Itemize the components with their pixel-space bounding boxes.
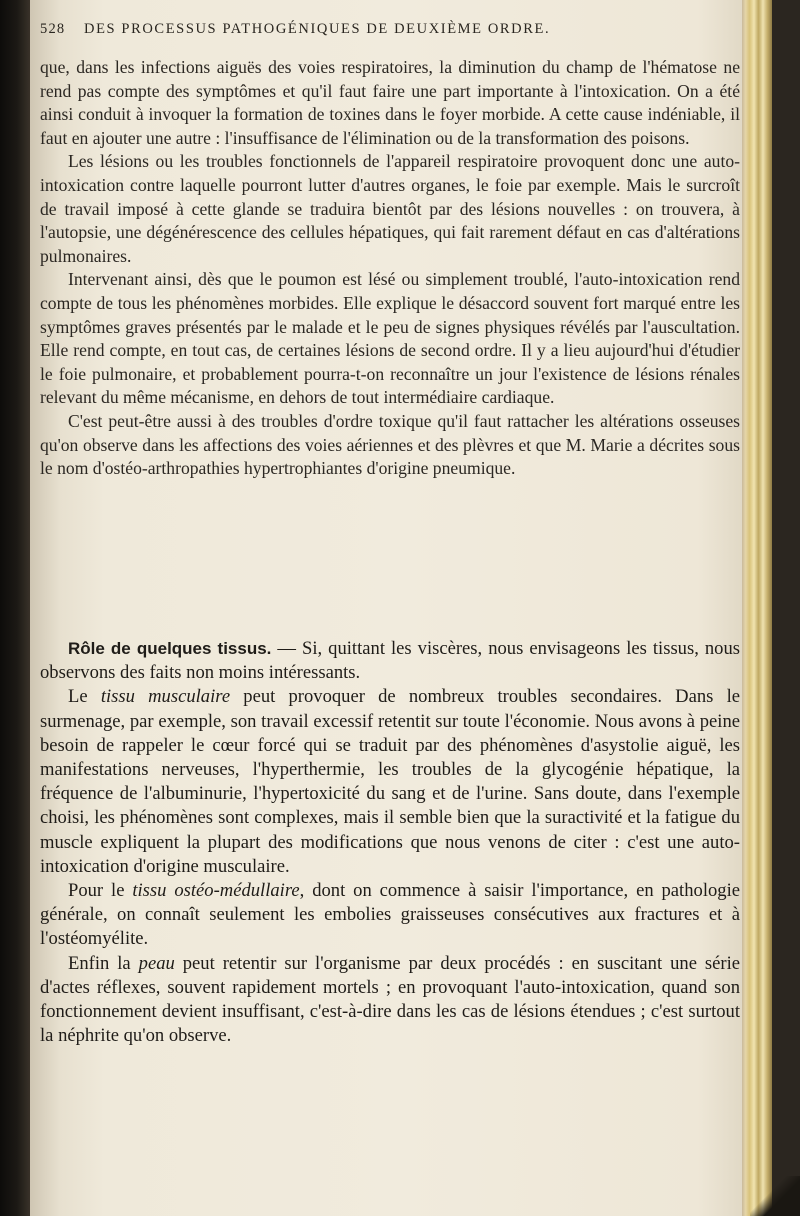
text-run: Le (68, 686, 101, 708)
page-number: 528 (40, 21, 66, 37)
text-run: , dont on commence à saisir l'importance, en pathologie générale, on connaît seulement les embolies graisseuses consécutives aux fractures et à l'ostéomyélite. (40, 880, 741, 950)
running-title: DES PROCESSUS PATHOGÉNIQUES DE DEUXIÈME ORDRE. (84, 21, 551, 37)
text-run: Enfin la (68, 952, 139, 974)
text-run: peut retentir sur l'organisme par deux procédés : en suscitant une série d'actes réflexes, souvent rapidement mortels ; en provoquant l'auto-intoxication, quand son fonctionnement devient insuffisant, c'est-à-dire dans les cas de lésions étendues ; c'est surtout la néphrite qu'on observe. (40, 952, 740, 1047)
book-page (30, 0, 772, 1216)
page-corner-shadow (750, 1176, 800, 1216)
section-paragraph (40, 637, 740, 685)
paragraph-4: C'est peut-être aussi à des troubles d'ordre toxique qu'il faut rattacher les altérations osseuses qu'on observe dans les affections des voies aériennes et des plèvres et que M. Marie a décrites sous le nom d'ostéo-arthropathies hypertrophiantes d'origine pneumique. (40, 410, 740, 479)
paragraph-1: que, dans les infections aiguës des voies respiratoires, la diminution du champ de l'hématose ne rend pas compte des symptômes et qu'il faut faire une part importante à l'intoxication. On a été ainsi conduit à invoquer la formation de toxines dans le foyer morbide. A cette cause indéniable, il faut en ajouter une autre : l'insuffisance de l'élimination ou de la transformation des poisons. (40, 57, 740, 148)
emphasis-tissu-musculaire: tissu musculaire (100, 686, 231, 708)
paragraph-bone (40, 879, 740, 952)
running-head (40, 21, 752, 43)
emphasis-peau: peau (138, 952, 175, 974)
paragraph-2: Les lésions ou les troubles fonctionnels de l'appareil respiratoire provoquent donc une auto-intoxication contre laquelle pourront lutter d'autres organes, le foie par exemple. Mais le surcroît de travail imposé à cette glande se traduira bientôt par des lésions nouvelles : on trouvera, à l'autopsie, une dégénérescence des cellules hépatiques, qui fait rarement défaut en cas d'altérations pulmonaires. (40, 151, 740, 266)
lower-text-block (40, 637, 740, 1048)
paragraph-muscle (40, 685, 740, 879)
upper-text-block (40, 56, 740, 481)
section-intro: — Si, quittant les viscères, nous envisageons les tissus, nous observons des faits non moins intéressants. (40, 638, 740, 684)
page-edge-right (742, 0, 772, 1216)
section-title: Rôle de quelques tissus. (68, 639, 272, 658)
text-run: peut provoquer de nombreux troubles secondaires. Dans le surmenage, par exemple, son travail excessif retentit sur toute l'économie. Nous avons à peine besoin de rappeler le cœur forcé qui se traduit par des phénomènes d'asystolie aiguë, les manifestations nerveuses, l'hyperthermie, les troubles de la glycogénie hépatique, la fréquence de l'albuminurie, l'hypertoxicité du sang et de l'urine. Sans doute, dans l'exemple choisi, les phénomènes sont complexes, mais il semble bien que la suractivité et la fatigue du muscle expliquent la plupart des modifications que nous venons de citer : c'est une auto-intoxication d'origine musculaire. (40, 686, 741, 877)
paragraph-3: Intervenant ainsi, dès que le poumon est lésé ou simplement troublé, l'auto-intoxication rend compte de tous les phénomènes morbides. Elle explique le désaccord souvent fort marqué entre les symptômes graves présentés par le malade et le peu de signes physiques révélés par l'auscultation. Elle rend compte, en tout cas, de certaines lésions de second ordre. Il y a lieu aujourd'hui d'étudier le foie pulmonaire, et probablement pourra-t-on reconnaître un jour l'existence de lésions rénales relevant du même mécanisme, en dehors de tout intermédiaire cardiaque. (40, 269, 740, 408)
text-run: Pour le (68, 880, 133, 902)
emphasis-tissu-osteo-medullaire: tissu ostéo-médullaire (132, 880, 300, 902)
paragraph-skin (40, 952, 740, 1049)
